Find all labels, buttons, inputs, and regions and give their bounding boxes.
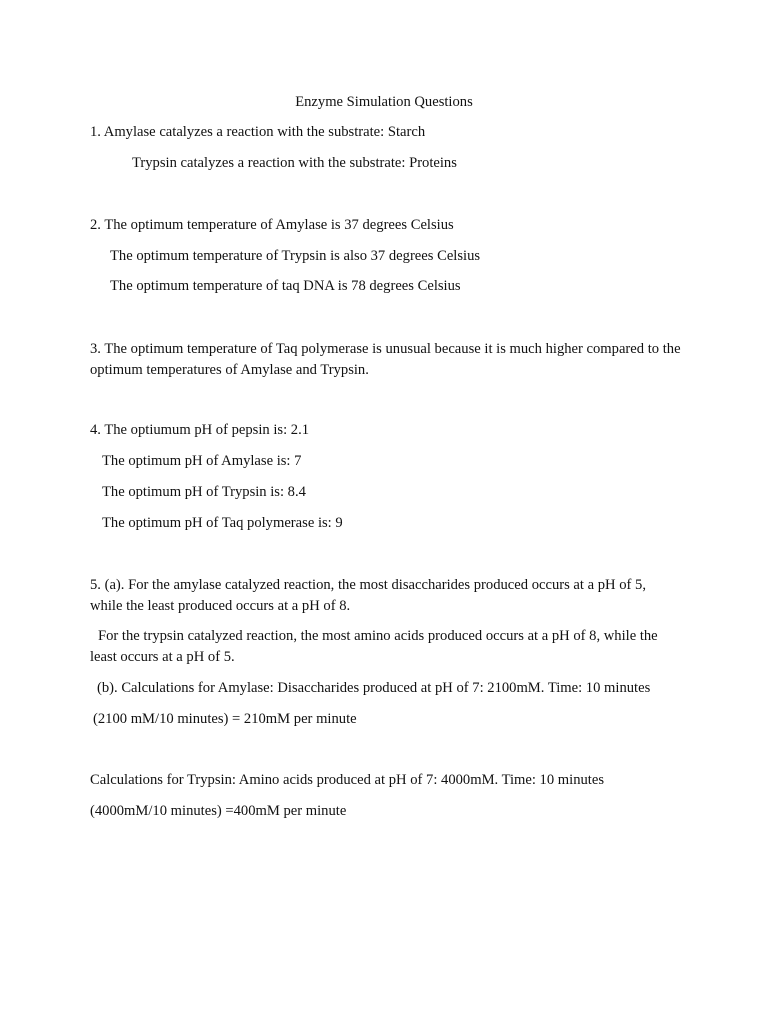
q4-line-1: 4. The optiumum pH of pepsin is: 2.1 bbox=[90, 422, 310, 438]
q3-paragraph: 3. The optimum temperature of Taq polymerase is unusual because it is much higher compared to the optimum temperatures of Amylase and Trypsin. bbox=[90, 341, 681, 378]
q5-trypsin-calc: (4000mM/10 minutes) =400mM per minute bbox=[90, 803, 347, 819]
q4-line-4: The optimum pH of Taq polymerase is: 9 bbox=[102, 515, 343, 531]
q2-line-2: The optimum temperature of Trypsin is also 37 degrees Celsius bbox=[110, 248, 481, 264]
q5-part-b-amylase-calc: (2100 mM/10 minutes) = 210mM per minute bbox=[93, 711, 357, 727]
q5-trypsin-calc-header: Calculations for Trypsin: Amino acids produced at pH of 7: 4000mM. Time: 10 minutes bbox=[90, 772, 605, 788]
q2-line-3: The optimum temperature of taq DNA is 78 degrees Celsius bbox=[110, 278, 461, 294]
q5-part-a-amylase: 5. (a). For the amylase catalyzed reaction, the most disaccharides produced occurs at a pH of 5, while the least produced occurs at a pH of 8. bbox=[90, 577, 646, 614]
q1-line-2: Trypsin catalyzes a reaction with the substrate: Proteins bbox=[132, 155, 457, 171]
q5-part-b-amylase: (b). Calculations for Amylase: Disaccharides produced at pH of 7: 2100mM. Time: 10 minutes bbox=[97, 680, 651, 696]
q4-line-2: The optimum pH of Amylase is: 7 bbox=[102, 453, 302, 469]
q1-line-1: 1. Amylase catalyzes a reaction with the substrate: Starch bbox=[90, 124, 426, 140]
q5-part-a-trypsin: For the trypsin catalyzed reaction, the most amino acids produced occurs at a pH of 8, while the least occurs at a pH of 5. bbox=[90, 628, 658, 665]
q4-line-3: The optimum pH of Trypsin is: 8.4 bbox=[102, 484, 306, 500]
document-title: Enzyme Simulation Questions bbox=[295, 94, 473, 110]
q2-line-1: 2. The optimum temperature of Amylase is 37 degrees Celsius bbox=[90, 217, 454, 233]
